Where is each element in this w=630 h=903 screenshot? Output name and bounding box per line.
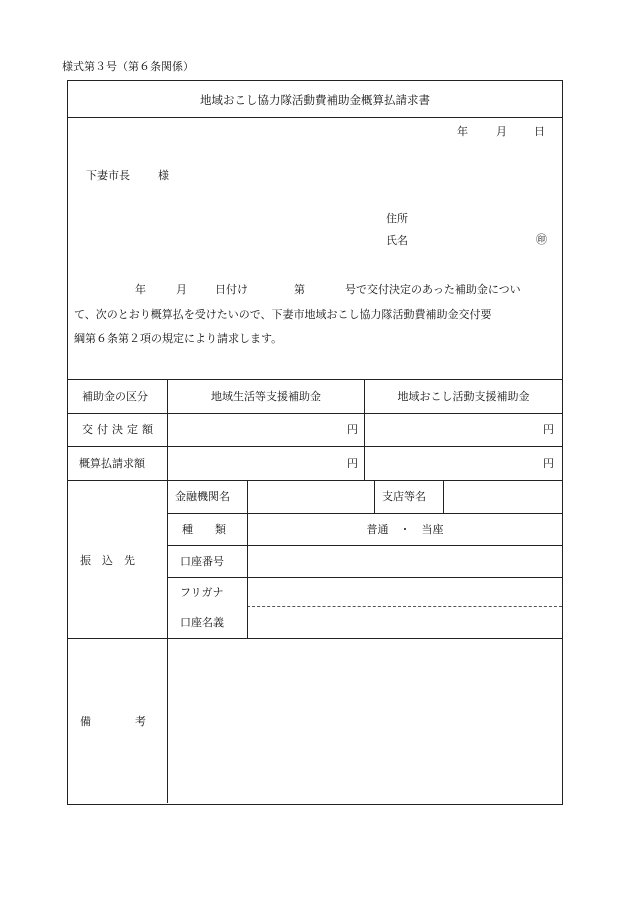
body-year: 年 (135, 283, 146, 296)
form-number-label: 様式第３号（第６条関係） (62, 60, 194, 73)
body-day-dated: 日付け (215, 283, 248, 296)
bank-name-label: 金融機関名 (175, 490, 230, 503)
col-header-support: 地域生活等支援補助金 (211, 390, 321, 403)
addressee-name: 下妻市長 (86, 169, 130, 182)
addressee-honorific: 様 (158, 169, 169, 182)
account-name-label: 口座名義 (180, 616, 224, 629)
date-day-label: 日 (534, 125, 545, 138)
name-label: 氏名 (386, 234, 408, 247)
furigana-divider (247, 606, 562, 607)
body-divider (67, 379, 562, 380)
body-month: 月 (176, 283, 187, 296)
seal-mark: ㊞ (536, 233, 547, 246)
remarks-label: 備 考 (80, 715, 146, 728)
branch-name-label: 支店等名 (382, 490, 426, 503)
title-divider (67, 117, 562, 118)
row-divider (167, 545, 562, 546)
addressee (86, 170, 169, 181)
column-divider (374, 480, 375, 513)
row-divider (67, 638, 562, 639)
row-divider (67, 446, 562, 447)
body-line-2: て、次のとおり概算払を受けたいので、下妻市地域おこし協力隊活動費補助金交付要 (74, 308, 492, 321)
column-divider (443, 480, 444, 513)
row-divider (67, 413, 562, 414)
document-title: 地域おこし協力隊活動費補助金概算払請求書 (200, 93, 430, 107)
body-line-3: 綱第６条第２項の規定により請求します。 (74, 332, 283, 345)
account-type-label: 種 類 (182, 523, 226, 536)
date-year-label: 年 (457, 125, 468, 138)
col-header-activity: 地域おこし活動支援補助金 (397, 390, 530, 403)
row-divider (67, 480, 562, 481)
yen-unit: 円 (543, 457, 554, 470)
body-dai: 第 (294, 283, 305, 296)
date-month-label: 月 (496, 125, 507, 138)
row-divider (167, 513, 562, 514)
account-number-label: 口座番号 (180, 555, 224, 568)
account-type-options: 普通 ・ 当座 (366, 523, 444, 536)
column-divider (167, 380, 168, 803)
body-line1-rest: 号で交付決定のあった補助金につい (345, 283, 521, 296)
transfer-label: 振 込 先 (80, 554, 135, 567)
column-divider (247, 480, 248, 638)
address-label: 住所 (386, 212, 408, 225)
decided-amount-label: 交付決定額 (82, 423, 157, 436)
yen-unit: 円 (543, 423, 554, 436)
yen-unit: 円 (347, 457, 358, 470)
category-header: 補助金の区分 (82, 390, 148, 403)
request-amount-label: 概算払請求額 (79, 457, 145, 470)
yen-unit: 円 (347, 423, 358, 436)
furigana-label: フリガナ (180, 586, 224, 599)
form-frame (67, 80, 563, 805)
row-divider (167, 577, 562, 578)
